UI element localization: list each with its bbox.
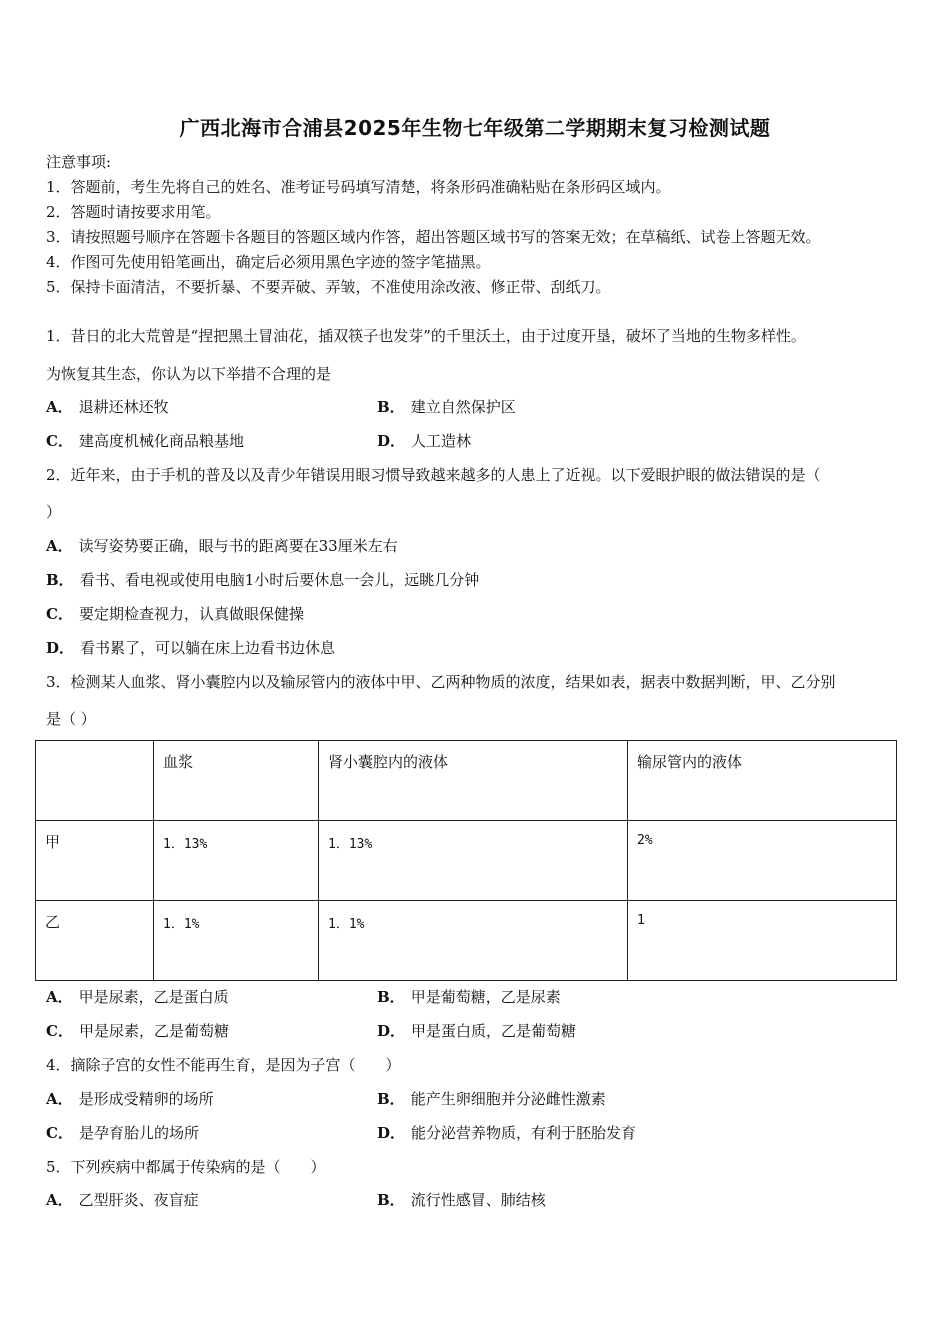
q1-option-d [377, 431, 471, 451]
concentration-table [35, 740, 897, 981]
table-row [36, 901, 897, 981]
option-key: A． [46, 398, 73, 416]
table-header-cell: 血浆 [154, 741, 319, 821]
option-key: D． [46, 639, 75, 657]
q2-option-b [46, 570, 479, 590]
q4-option-a [46, 1089, 214, 1109]
q3-option-c [46, 1021, 229, 1041]
q1-option-b [377, 397, 516, 417]
question-1-text: 1．昔日的北大荒曾是“捏把黑土冒油花，插双筷子也发芽”的千里沃土，由于过度开垦，破坏了当地的生物多样性。 [46, 327, 806, 345]
option-key: C． [46, 1022, 73, 1040]
q3-option-a [46, 987, 229, 1007]
option-key: A． [46, 988, 73, 1006]
option-key: B． [377, 1090, 405, 1108]
option-key: C． [46, 1124, 73, 1142]
option-key: B． [46, 571, 74, 589]
option-text: 甲是尿素，乙是蛋白质 [78, 988, 229, 1006]
page-title: 广西北海市合浦县2025年生物七年级第二学期期末复习检测试题 [179, 116, 771, 140]
question-2-text: ） [46, 503, 62, 521]
option-key: B． [377, 988, 405, 1006]
question-2-text: 2．近年来，由于手机的普及以及青少年错误用眼习惯导致越来越多的人患上了近视。以下爱眼护眼的做法错误的是（ [46, 466, 821, 484]
table-header-row [36, 741, 897, 821]
table-cell: 1 [628, 901, 897, 981]
question-3-text: 3．检测某人血浆、肾小囊腔内以及输尿管内的液体中甲、乙两种物质的浓度，结果如表，据表中数据判断，甲、乙分别 [46, 673, 836, 691]
option-key: A． [46, 1090, 73, 1108]
option-key: D． [377, 432, 406, 450]
q4-option-d [377, 1123, 636, 1143]
notice-item: 1．答题前，考生先将自己的姓名、准考证号码填写清楚，将条形码准确粘贴在条形码区域内。 [46, 178, 671, 196]
option-text: 能分泌营养物质，有利于胚胎发育 [411, 1124, 637, 1142]
option-text: 人工造林 [411, 432, 472, 450]
table-header-cell [36, 741, 154, 821]
option-text: 甲是葡萄糖，乙是尿素 [410, 988, 561, 1006]
option-text: 能产生卵细胞并分泌雌性激素 [410, 1090, 606, 1108]
option-text: 甲是尿素，乙是葡萄糖 [78, 1022, 229, 1040]
table-cell: 2% [628, 821, 897, 901]
question-4-text: 4．摘除子宫的女性不能再生育，是因为子宫（ ） [46, 1056, 401, 1074]
table-cell: 1．1% [154, 901, 319, 981]
option-key: C． [46, 432, 73, 450]
question-5-text: 5．下列疾病中都属于传染病的是（ ） [46, 1158, 326, 1176]
question-1-text: 为恢复其生态，你认为以下举措不合理的是 [46, 365, 332, 383]
table-cell: 1．13% [319, 821, 628, 901]
table-header-cell: 输尿管内的液体 [628, 741, 897, 821]
option-text: 要定期检查视力，认真做眼保健操 [78, 605, 304, 623]
option-text: 是形成受精卵的场所 [78, 1090, 214, 1108]
option-text: 读写姿势要正确，眼与书的距离要在33厘米左右 [78, 537, 398, 555]
option-text: 乙型肝炎、夜盲症 [78, 1191, 199, 1209]
option-key: B． [377, 398, 405, 416]
q3-option-d [377, 1021, 576, 1041]
q4-option-b [377, 1089, 606, 1109]
notice-item: 5．保持卡面清洁，不要折暴、不要弄破、弄皱，不准使用涂改液、修正带、刮纸刀。 [46, 278, 611, 296]
table-cell: 1．13% [154, 821, 319, 901]
q1-option-c [46, 431, 244, 451]
option-key: B． [377, 1191, 405, 1209]
question-3-text: 是（ ） [46, 710, 96, 728]
table-cell: 乙 [36, 901, 154, 981]
q3-option-b [377, 987, 561, 1007]
notice-item: 3．请按照题号顺序在答题卡各题目的答题区域内作答，超出答题区域书写的答案无效；在草稿纸、试卷上答题无效。 [46, 228, 821, 246]
option-key: D． [377, 1124, 406, 1142]
option-text: 建立自然保护区 [410, 398, 516, 416]
notice-item: 4．作图可先使用铅笔画出，确定后必须用黑色字迹的签字笔描黑。 [46, 253, 491, 271]
q5-option-b [377, 1190, 546, 1210]
q4-option-c [46, 1123, 199, 1143]
option-text: 甲是蛋白质，乙是葡萄糖 [411, 1022, 577, 1040]
q2-option-a [46, 536, 398, 556]
q1-option-a [46, 397, 169, 417]
option-text: 流行性感冒、肺结核 [410, 1191, 546, 1209]
option-key: D． [377, 1022, 406, 1040]
notice-heading: 注意事项: [46, 153, 112, 171]
option-text: 建高度机械化商品粮基地 [78, 432, 244, 450]
notice-item: 2．答题时请按要求用笔。 [46, 203, 221, 221]
option-key: A． [46, 537, 73, 555]
table-cell: 1．1% [319, 901, 628, 981]
option-text: 是孕育胎儿的场所 [78, 1124, 199, 1142]
option-key: C． [46, 605, 73, 623]
q2-option-d [46, 638, 335, 658]
table-cell: 甲 [36, 821, 154, 901]
table-row [36, 821, 897, 901]
option-text: 退耕还林还牧 [78, 398, 169, 416]
q2-option-c [46, 604, 304, 624]
option-text: 看书、看电视或使用电脑1小时后要休息一会儿，远眺几分钟 [79, 571, 480, 589]
table-header-cell: 肾小囊腔内的液体 [319, 741, 628, 821]
option-text: 看书累了，可以躺在床上边看书边休息 [80, 639, 336, 657]
option-key: A． [46, 1191, 73, 1209]
q5-option-a [46, 1190, 199, 1210]
